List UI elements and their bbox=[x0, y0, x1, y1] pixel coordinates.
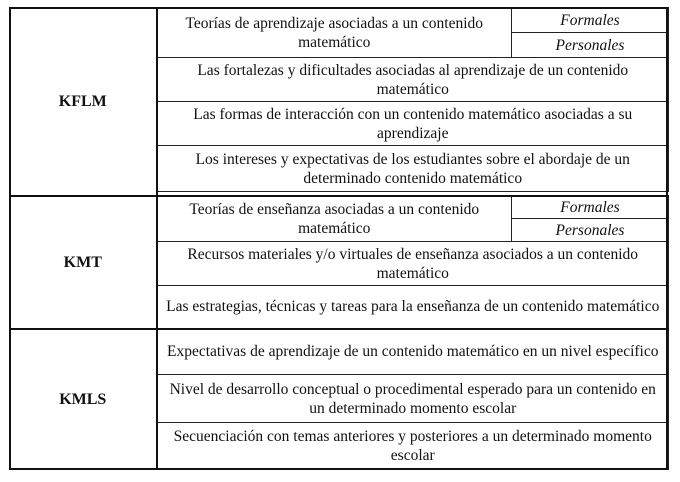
category-kflm: KFLM bbox=[10, 8, 157, 196]
kmls-expectativas-cell: Expectativas de aprendizaje de un contenido matemático en un nivel específico bbox=[157, 329, 669, 375]
kflm-personales-cell: Personales bbox=[512, 33, 669, 58]
table-row bbox=[10, 196, 669, 219]
kmt-formales-cell: Formales bbox=[512, 196, 669, 219]
kflm-fortalezas-cell: Las fortalezas y dificultades asociadas al aprendizaje de un contenido matemático bbox=[157, 58, 669, 102]
kflm-teorias-cell: Teorías de aprendizaje asociadas a un contenido matemático bbox=[157, 8, 512, 58]
kmt-recursos-cell: Recursos materiales y/o virtuales de enseñanza asociados a un contenido matemático bbox=[157, 242, 669, 286]
category-kmls: KMLS bbox=[10, 329, 157, 470]
table-row bbox=[10, 329, 669, 375]
knowledge-table bbox=[9, 7, 669, 470]
kmls-secuenciacion-cell: Secuenciación con temas anteriores y posteriores a un determinado momento escolar bbox=[157, 423, 669, 470]
kflm-interaccion-cell: Las formas de interacción con un contenido matemático asociadas a su aprendizaje bbox=[157, 102, 669, 146]
category-kmt: KMT bbox=[10, 196, 157, 329]
table-row bbox=[10, 8, 669, 33]
kflm-intereses-cell: Los intereses y expectativas de los estudiantes sobre el abordaje de un determinado contenido matemático bbox=[157, 146, 669, 192]
kmt-personales-cell: Personales bbox=[512, 219, 669, 242]
kmt-estrategias-cell: Las estrategias, técnicas y tareas para la enseñanza de un contenido matemático bbox=[157, 286, 669, 329]
kmls-nivel-cell: Nivel de desarrollo conceptual o procedimental esperado para un contenido en un determinado momento escolar bbox=[157, 375, 669, 423]
kmt-teorias-cell: Teorías de enseñanza asociadas a un contenido matemático bbox=[157, 196, 512, 242]
kflm-formales-cell: Formales bbox=[512, 8, 669, 33]
